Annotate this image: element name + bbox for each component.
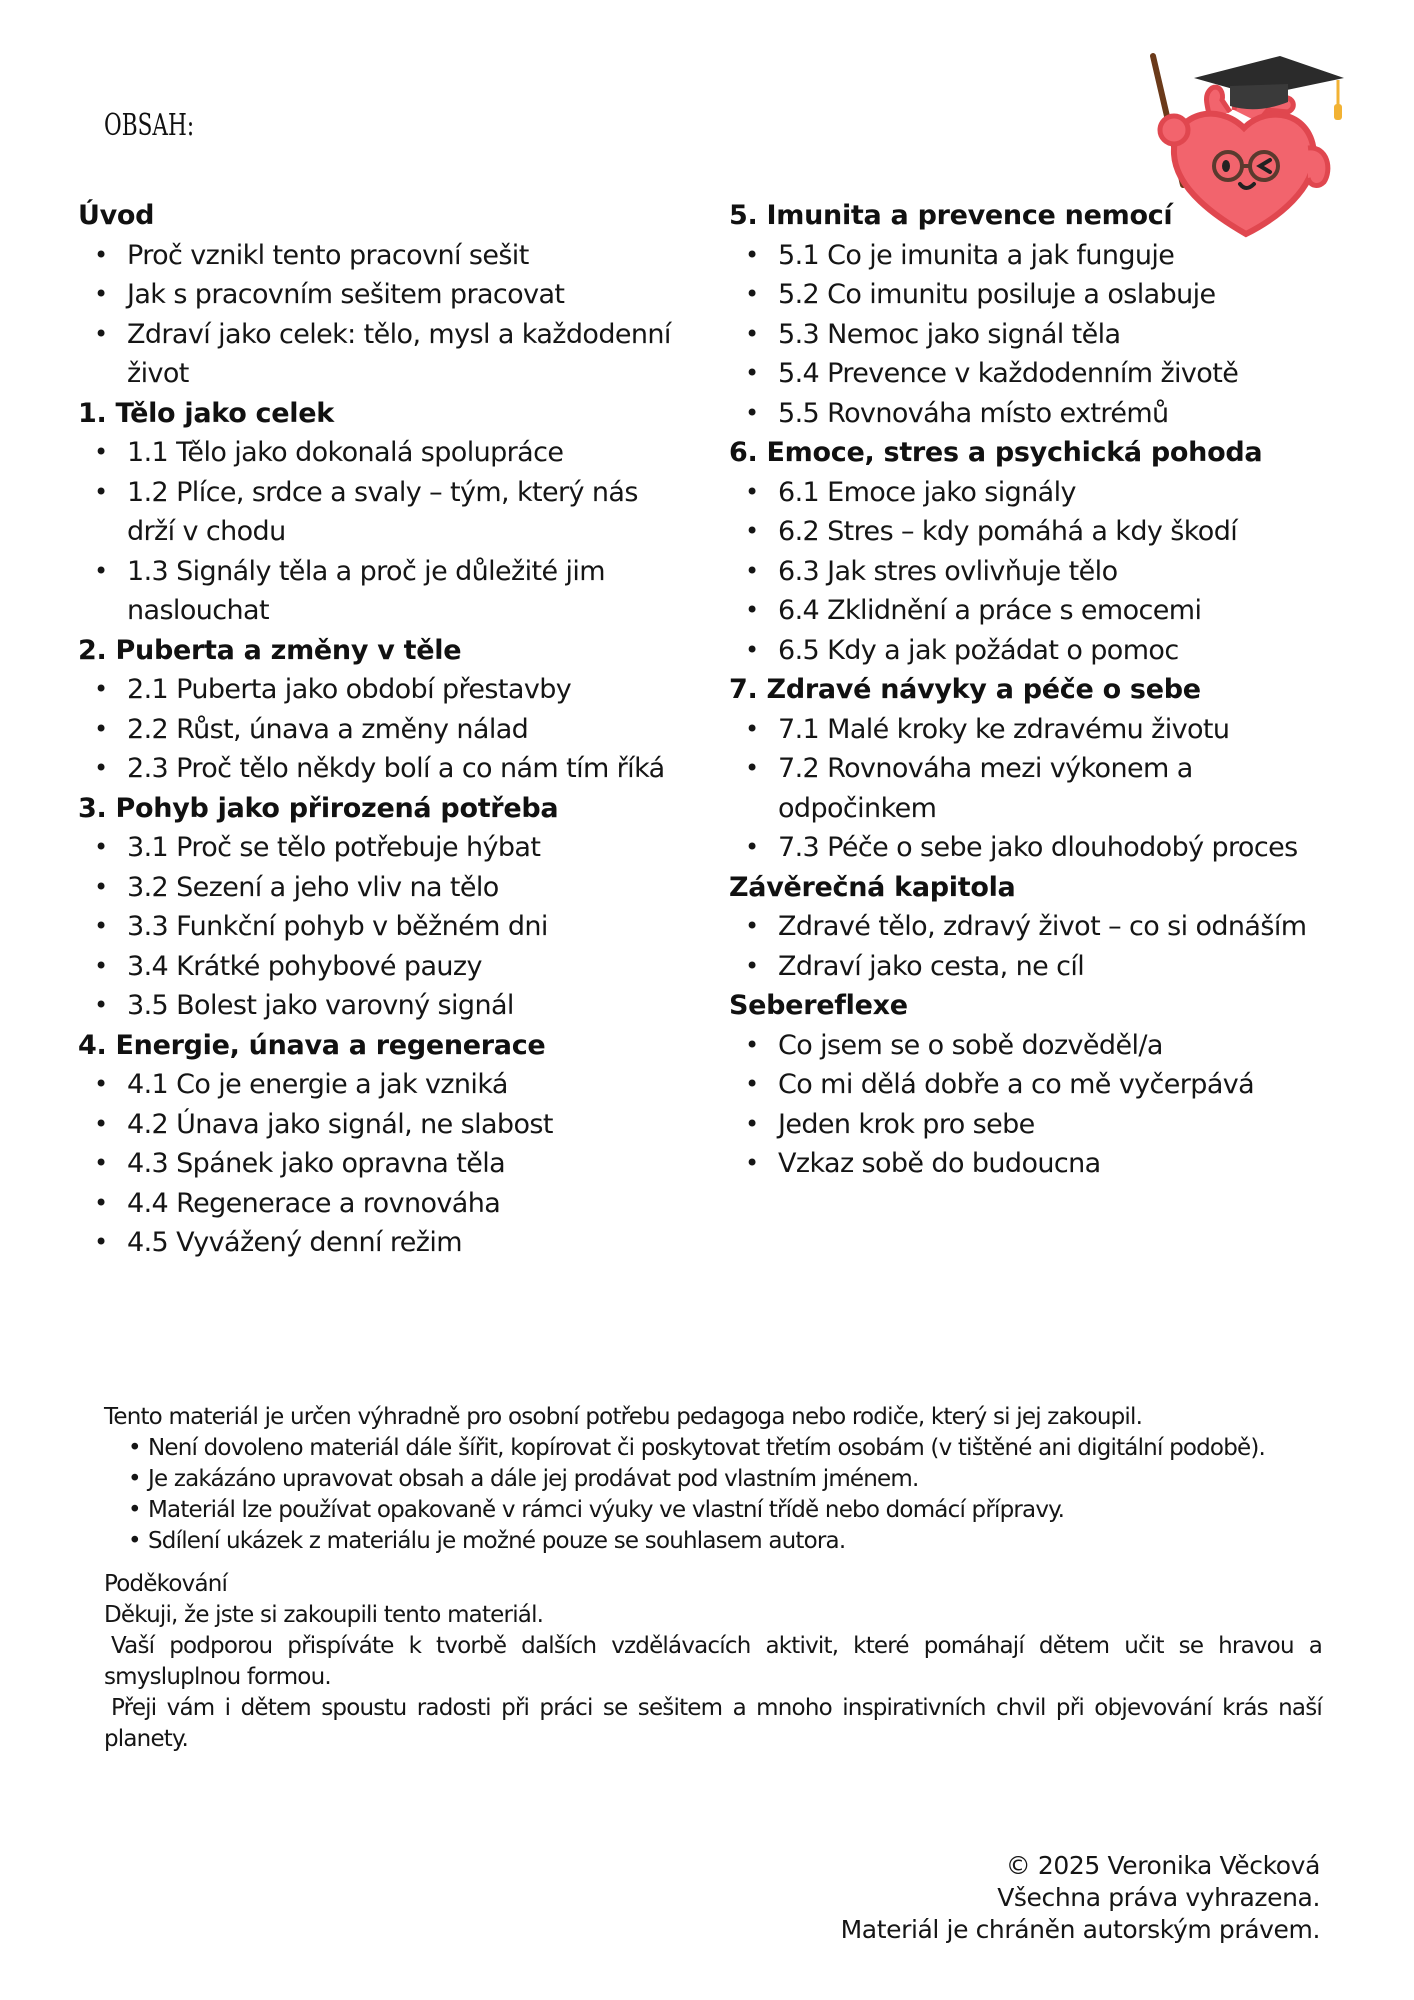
toc-item: • 5.4 Prevence v každodenním životě [778,354,1349,394]
toc-section-title: 3. Pohyb jako přirozená potřeba [78,792,559,824]
toc-item: • 5.2 Co imunitu posiluje a oslabuje [778,275,1349,315]
toc-section [78,394,678,631]
toc-section-title: Sebereflexe [729,990,908,1021]
toc-section [729,868,1349,987]
toc-item: • 2.2 Růst, únava a změny nálad [127,710,678,750]
toc-section [78,196,678,394]
protection-line: Materiál je chráněn autorským právem. [840,1915,1320,1944]
toc-item: • 3.4 Krátké pohybové pauzy [127,947,678,987]
toc-item: • 3.5 Bolest jako varovný signál [127,986,678,1026]
toc-item: • Vzkaz sobě do budoucna [778,1144,1349,1184]
toc-item: • 6.3 Jak stres ovlivňuje tělo [778,552,1349,592]
toc-item: • Jeden krok pro sebe [778,1105,1349,1145]
toc-item: • Co mi dělá dobře a co mě vyčerpává [778,1065,1349,1105]
toc-left-column [78,196,678,1263]
toc-item: • 4.2 Únava jako signál, ne slabost [127,1105,678,1145]
copyright-block [841,1850,1320,1946]
toc-section-title: Úvod [78,200,155,231]
toc-item: • 1.1 Tělo jako dokonalá spolupráce [127,433,678,473]
toc-item-list [729,710,1349,868]
thanks-paragraph: Děkuji, že jste si zakoupili tento materiál. [104,1602,544,1628]
toc-item-list [78,433,678,631]
toc-section-title: 4. Energie, únava a regenerace [78,1029,546,1061]
toc-item: • 7.3 Péče o sebe jako dlouhodobý proces [778,828,1349,868]
toc-section-title: 5. Imunita a prevence nemocí [729,200,1173,231]
toc-item-list [729,473,1349,671]
toc-section-title: Závěrečná kapitola [729,871,1016,903]
toc-item: • 4.1 Co je energie a jak vzniká [127,1065,678,1105]
toc-item: • Zdraví jako cesta, ne cíl [778,947,1349,987]
license-rule: • Není dovoleno materiál dále šířit, kopírovat či poskytovat třetím osobám (v tištěné ani digitální podobě). [148,1433,1322,1464]
toc-item: • Proč vznikl tento pracovní sešit [127,236,678,276]
toc-item: • 6.1 Emoce jako signály [778,473,1349,513]
toc-item: • 5.3 Nemoc jako signál těla [778,315,1349,355]
thanks-paragraph: Přeji vám i dětem spoustu radosti při práci se sešitem a mnoho inspirativních chvil při objevování krás naší planety. [104,1695,1322,1752]
page-title: OBSAH: [104,108,195,143]
toc-item: • 7.1 Malé kroky ke zdravému životu [778,710,1349,750]
toc-item-list [78,670,678,789]
copyright-line: © 2025 Veronika Věcková [1005,1851,1320,1880]
toc-item: • Zdraví jako celek: tělo, mysl a každodenní život [127,315,678,394]
toc-right-column [729,196,1349,1184]
toc-section [78,1026,678,1263]
thanks-heading: Poděkování [104,1571,228,1597]
toc-section [729,196,1349,433]
license-intro: Tento materiál je určen výhradně pro osobní potřebu pedagoga nebo rodiče, který si jej zakoupil. [104,1404,1143,1430]
toc-item: • 6.2 Stres – kdy pomáhá a kdy škodí [778,512,1349,552]
toc-item-list [729,236,1349,434]
toc-item: • 1.3 Signály těla a proč je důležité jim naslouchat [127,552,678,631]
license-rule: • Materiál lze používat opakovaně v rámci výuky ve vlastní třídě nebo domácí přípravy. [148,1495,1322,1526]
toc-item: • 6.4 Zklidnění a práce s emocemi [778,591,1349,631]
toc-item: • 3.1 Proč se tělo potřebuje hýbat [127,828,678,868]
toc-item: • Zdravé tělo, zdravý život – co si odnáším [778,907,1349,947]
toc-section [78,631,678,789]
toc-section [78,789,678,1026]
license-rule: • Je zakázáno upravovat obsah a dále jej prodávat pod vlastním jménem. [148,1464,1322,1495]
toc-item: • 1.2 Plíce, srdce a svaly – tým, který nás drží v chodu [127,473,678,552]
toc-section [729,670,1349,868]
toc-section-title: 1. Tělo jako celek [78,397,334,429]
toc-section [729,433,1349,670]
toc-section-title: 2. Puberta a změny v těle [78,634,462,666]
toc-item: • 4.3 Spánek jako opravna těla [127,1144,678,1184]
toc-item: • 3.3 Funkční pohyb v běžném dni [127,907,678,947]
toc-item: • Co jsem se o sobě dozvěděl/a [778,1026,1349,1066]
toc-item-list [729,1026,1349,1184]
license-notice [104,1402,1322,1755]
toc-item: • 2.1 Puberta jako období přestavby [127,670,678,710]
toc-section-title: 7. Zdravé návyky a péče o sebe [729,674,1201,705]
toc-item: • 5.5 Rovnováha místo extrémů [778,394,1349,434]
toc-item: • 2.3 Proč tělo někdy bolí a co nám tím říká [127,749,678,789]
toc-item: • 7.2 Rovnováha mezi výkonem a odpočinkem [778,749,1349,828]
toc-item: • 3.2 Sezení a jeho vliv na tělo [127,868,678,908]
toc-section-title: 6. Emoce, stres a psychická pohoda [729,437,1263,468]
toc-item-list [729,907,1349,986]
toc-item: • 6.5 Kdy a jak požádat o pomoc [778,631,1349,671]
toc-item: • 5.1 Co je imunita a jak funguje [778,236,1349,276]
toc-item-list [78,1065,678,1263]
rights-reserved-line: Všechna práva vyhrazena. [997,1883,1320,1912]
thanks-paragraph: Vaší podporou přispíváte k tvorbě dalších vzdělávacích aktivit, které pomáhají dětem učit se hravou a smysluplnou formou. [104,1633,1322,1690]
license-rule: • Sdílení ukázek z materiálu je možné pouze se souhlasem autora. [148,1526,1322,1557]
toc-item: • 4.5 Vyvážený denní režim [127,1223,678,1263]
toc-item-list [78,236,678,394]
license-rules [104,1433,1322,1557]
toc-section [729,986,1349,1184]
toc-item-list [78,828,678,1026]
toc-item: • Jak s pracovním sešitem pracovat [127,275,678,315]
toc-item: • 4.4 Regenerace a rovnováha [127,1184,678,1224]
